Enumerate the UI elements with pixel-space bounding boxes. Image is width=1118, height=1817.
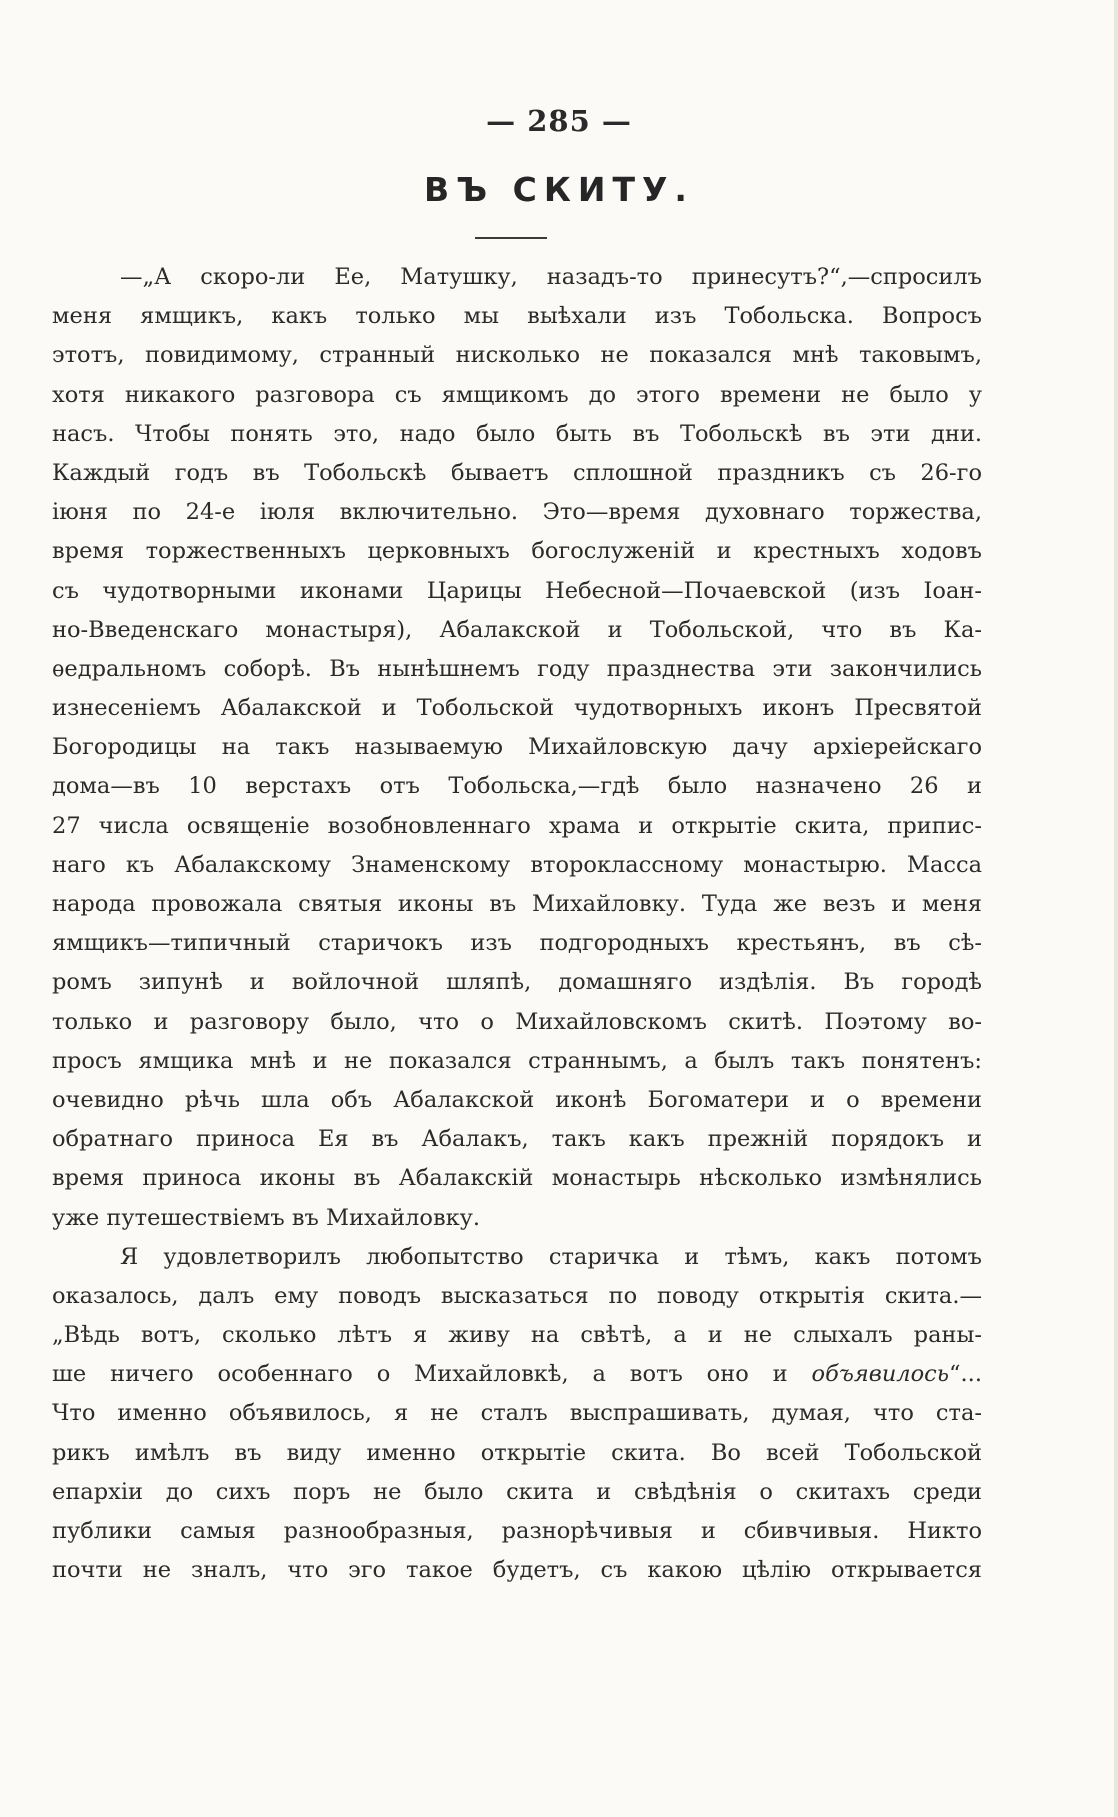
chapter-heading: ВЪ СКИТУ. (424, 170, 694, 209)
text-line: наго къ Абалакскому Знаменскому второклассному монастырю. Масса (52, 851, 982, 878)
text-segment: “... (949, 1361, 982, 1388)
text-line: Я удовлетворилъ любопытство старичка и тѣмъ, какъ потомъ (120, 1243, 982, 1270)
text-line: Что именно объявилось, я не сталъ выспрашивать, думая, что ста- (52, 1400, 982, 1427)
text-line: этотъ, повидимому, странный нисколько не показался мнѣ таковымъ, (52, 342, 982, 369)
text-line: Каждый годъ въ Тобольскѣ бываетъ сплошной праздникъ съ 26-го (52, 459, 982, 486)
body-text (52, 258, 982, 1590)
text-line: меня ямщикъ, какъ только мы выѣхали изъ Тобольска. Вопросъ (52, 303, 982, 330)
page-number: — 285 — (486, 104, 632, 138)
text-line: почти не зналъ, что эго такое будетъ, съ какою цѣлію открывается (52, 1557, 982, 1584)
text-line: оказалось, далъ ему поводъ высказаться по поводу открытія скита.— (52, 1282, 982, 1309)
text-line: время приноса иконы въ Абалакскій монастырь нѣсколько измѣнялись (52, 1165, 982, 1192)
text-line: насъ. Чтобы понять это, надо было быть въ Тобольскѣ въ эти дни. (52, 420, 982, 447)
italic-word: объявилось (811, 1361, 950, 1388)
text-line: изнесеніемъ Абалакской и Тобольской чудотворныхъ иконъ Пресвятой (52, 695, 982, 722)
text-line: хотя никакого разговора съ ямщикомъ до этого времени не было у (52, 381, 982, 408)
text-segment: ше ничего особеннаго о Михайловкѣ, а вотъ оно и (52, 1361, 812, 1388)
text-line: рикъ имѣлъ въ виду именно открытіе скита. Во всей Тобольской (52, 1439, 982, 1466)
text-line: іюня по 24-е іюля включительно. Это—время духовнаго торжества, (52, 499, 982, 526)
text-line: ѳедральномъ соборѣ. Въ нынѣшнемъ году празднества эти закончились (52, 655, 982, 682)
text-line: обратнаго приноса Ея въ Абалакъ, такъ какъ прежній порядокъ и (52, 1126, 982, 1153)
text-line: народа провожала святыя иконы въ Михайловку. Туда же везъ и меня (52, 891, 982, 917)
text-line: Богородицы на такъ называемую Михайловскую дачу архіерейскаго (52, 734, 982, 761)
text-line: просъ ямщика мнѣ и не показался страннымъ, а былъ такъ понятенъ: (52, 1047, 982, 1074)
text-line-with-italic (52, 1355, 982, 1394)
heading-rule (475, 237, 547, 239)
text-line: очевидно рѣчь шла объ Абалакской иконѣ Богоматери и о времени (52, 1086, 982, 1113)
text-line: время торжественныхъ церковныхъ богослуженій и крестныхъ ходовъ (52, 538, 982, 565)
text-line: публики самыя разнообразныя, разнорѣчивыя и сбивчивыя. Никто (52, 1518, 982, 1544)
text-line: —„А скоро-ли Ее, Матушку, назадъ-то принесутъ?“,—спросилъ (120, 264, 982, 290)
text-line: дома—въ 10 верстахъ отъ Тобольска,—гдѣ было назначено 26 и (52, 773, 982, 800)
text-line: „Вѣдь вотъ, сколько лѣтъ я живу на свѣтѣ, а и не слыхалъ раны- (52, 1322, 982, 1349)
text-line: только и разговору было, что о Михайловскомъ скитѣ. Поэтому во- (52, 1008, 982, 1035)
page-edge (1114, 0, 1118, 1817)
text-line: 27 числа освященіе возобновленнаго храма и открытіе скита, припис- (52, 812, 982, 839)
text-line: епархіи до сихъ поръ не было скита и свѣдѣнія о скитахъ среди (52, 1478, 982, 1505)
text-line: ромъ зипунѣ и войлочной шляпѣ, домашняго издѣлія. Въ городѣ (52, 969, 982, 996)
text-line: но-Введенскаго монастыря), Абалакской и Тобольской, что въ Ка- (52, 616, 982, 643)
text-line: ямщикъ—типичный старичокъ изъ подгородныхъ крестьянъ, въ сѣ- (52, 930, 982, 957)
text-line: уже путешествіемъ въ Михайловку. (52, 1204, 481, 1231)
text-line: съ чудотворными иконами Царицы Небесной—Почаевской (изъ Іоан- (52, 577, 982, 604)
